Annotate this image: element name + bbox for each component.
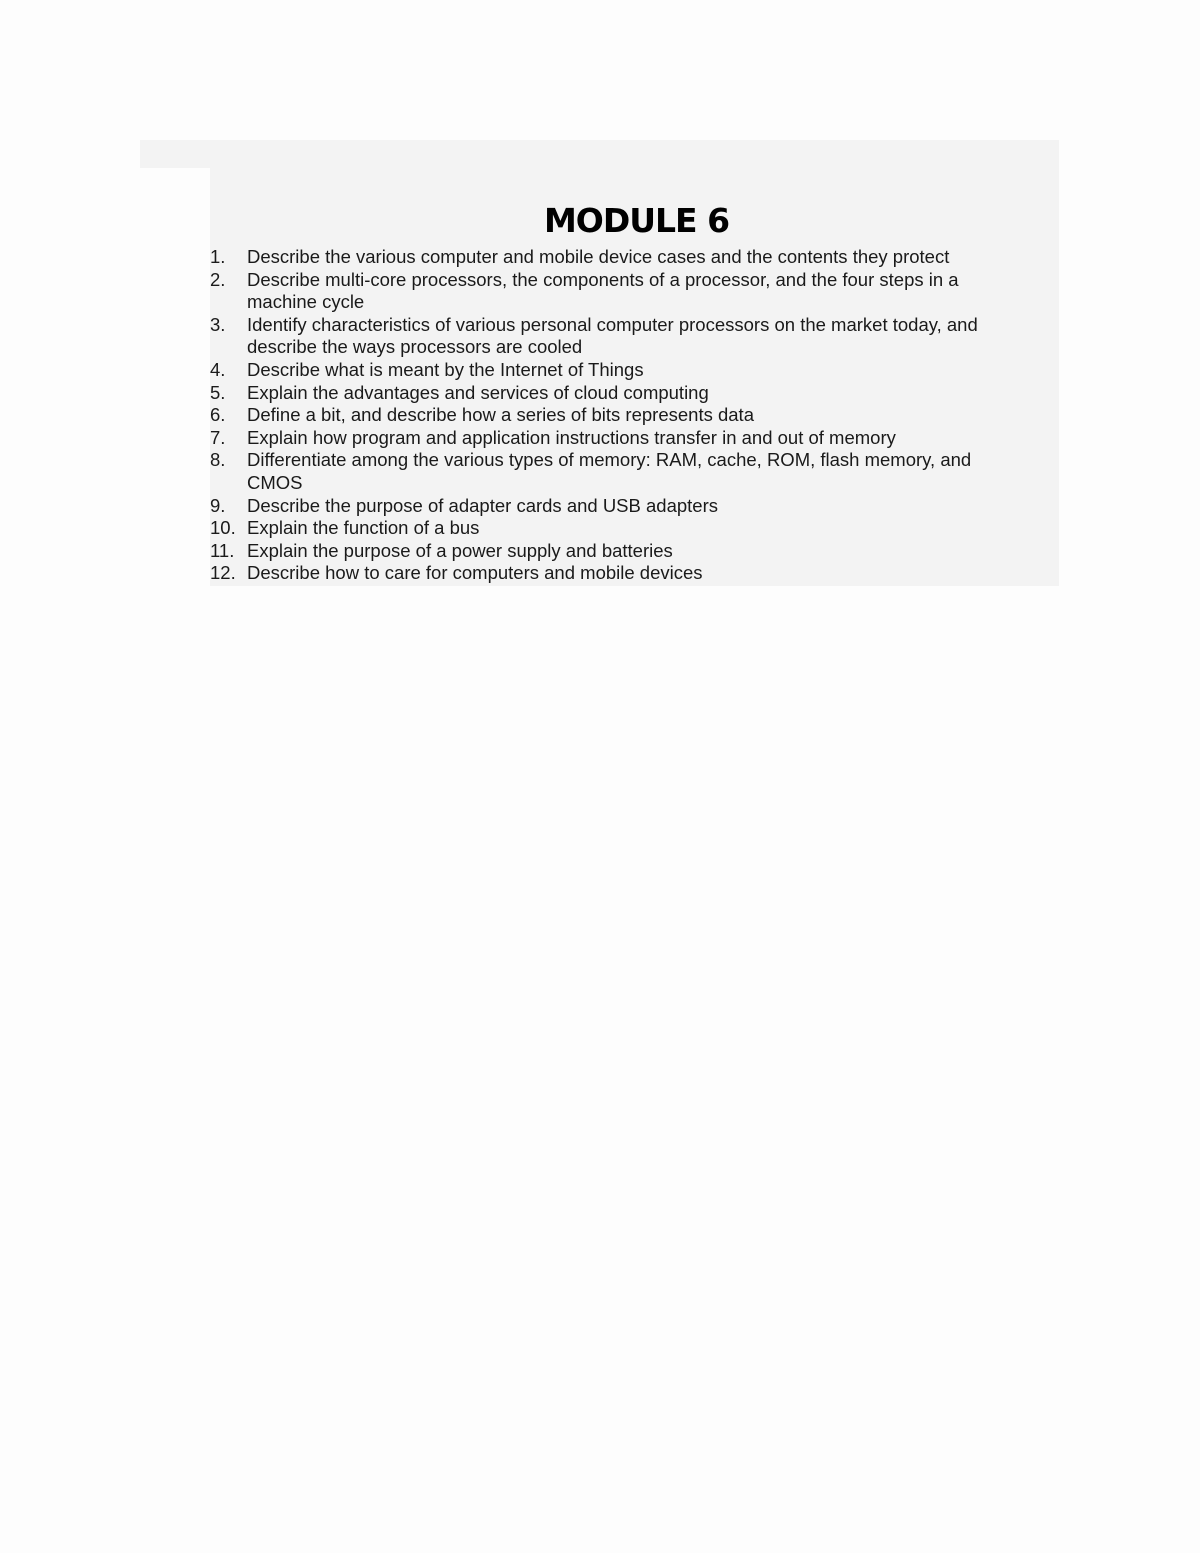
list-item-text: Differentiate among the various types of memory: RAM, cache, ROM, flash memory, and CMOS bbox=[247, 449, 972, 493]
list-item bbox=[210, 269, 1030, 314]
list-item-text: Describe the purpose of adapter cards and USB adapters bbox=[247, 494, 719, 516]
list-item-text: Identify characteristics of various personal computer processors on the market today, and describe the ways processors are cooled bbox=[247, 313, 978, 358]
list-item-text: Describe what is meant by the Internet of Things bbox=[247, 358, 644, 380]
list-item-number: 10. bbox=[210, 517, 236, 539]
module-content bbox=[210, 196, 1059, 585]
list-item bbox=[210, 427, 1030, 450]
list-item-text: Explain the purpose of a power supply and batteries bbox=[247, 539, 673, 561]
list-item-text: Describe how to care for computers and mobile devices bbox=[247, 562, 703, 584]
list-item bbox=[210, 495, 1030, 518]
list-item bbox=[210, 246, 1030, 269]
list-item-number: 12. bbox=[210, 562, 236, 584]
list-item bbox=[210, 382, 1030, 405]
list-item bbox=[210, 562, 1030, 585]
list-item-number: 11. bbox=[210, 539, 235, 561]
list-item-text: Explain the function of a bus bbox=[247, 517, 480, 539]
list-item-text: Explain the advantages and services of cloud computing bbox=[247, 381, 709, 403]
list-item bbox=[210, 449, 1030, 494]
list-item-number: 1. bbox=[210, 246, 226, 267]
module-title: MODULE 6 bbox=[543, 201, 730, 240]
list-item-text: Describe multi-core processors, the components of a processor, and the four steps in a machine cycle bbox=[247, 268, 959, 313]
list-item-number: 9. bbox=[210, 494, 226, 516]
objectives-list bbox=[210, 246, 1030, 585]
list-item-number: 2. bbox=[210, 268, 226, 290]
list-item-text: Define a bit, and describe how a series of bits represents data bbox=[247, 404, 754, 426]
list-item bbox=[210, 359, 1030, 382]
list-item bbox=[210, 314, 1030, 359]
list-item bbox=[210, 540, 1030, 563]
list-item-number: 7. bbox=[210, 426, 226, 448]
list-item-number: 3. bbox=[210, 313, 226, 335]
list-item-number: 5. bbox=[210, 381, 226, 403]
list-item bbox=[210, 404, 1030, 427]
list-item-text: Explain how program and application instructions transfer in and out of memory bbox=[247, 426, 896, 448]
list-item-text: Describe the various computer and mobile device cases and the contents they protect bbox=[247, 246, 950, 267]
list-item-number: 4. bbox=[210, 358, 226, 380]
list-item bbox=[210, 517, 1030, 540]
list-item-number: 6. bbox=[210, 404, 226, 426]
shaded-strip bbox=[140, 140, 1059, 168]
list-item-number: 8. bbox=[210, 449, 226, 471]
